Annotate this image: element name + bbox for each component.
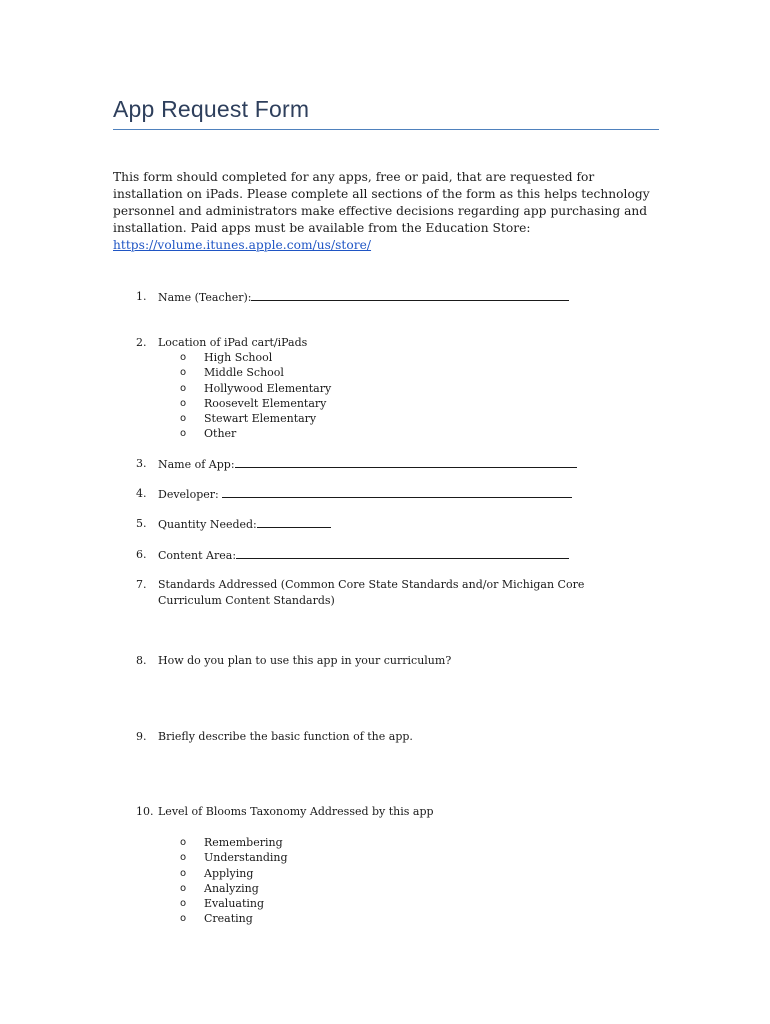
question-label: Content Area: — [158, 549, 237, 562]
question-label: Name of App: — [158, 458, 235, 471]
bullet-icon: o — [180, 382, 187, 394]
bullet-icon: o — [180, 837, 187, 848]
bullet-icon: o — [180, 367, 187, 379]
quantity-blank-field[interactable] — [257, 516, 331, 528]
question-number: 6. — [136, 548, 147, 561]
question-number: 1. — [136, 290, 147, 303]
question-number: 3. — [136, 457, 147, 470]
bullet-icon: o — [180, 852, 187, 864]
question-number: 8. — [136, 654, 147, 667]
content-area-blank-field[interactable] — [236, 547, 569, 559]
question-label: Developer: — [158, 488, 219, 501]
bullet-icon: o — [180, 913, 187, 925]
question-label: Briefly describe the basic function of the app. — [158, 730, 413, 743]
title-underline — [113, 129, 659, 130]
app-name-blank-field[interactable] — [235, 456, 577, 468]
bullet-icon: o — [180, 397, 187, 409]
bullet-icon: o — [180, 352, 187, 363]
page-title: App Request Form — [113, 96, 310, 122]
intro-text: This form should completed for any apps, free or paid, that are requested for installation on iPads. Please complete all sections of the form as this helps technology personnel and administrators make effective decisions regarding app purchasing and installation. Paid apps must be available from the Education Store: — [113, 170, 650, 235]
question-label: Location of iPad cart/iPads — [158, 336, 308, 349]
question-number: 7. — [136, 578, 147, 591]
question-label: Name (Teacher): — [158, 291, 252, 304]
question-number: 4. — [136, 487, 147, 500]
name-blank-field[interactable] — [251, 289, 569, 301]
question-number: 5. — [136, 517, 147, 530]
bullet-icon: o — [180, 882, 187, 894]
question-number: 10. — [136, 805, 154, 818]
bullet-icon: o — [180, 898, 187, 910]
education-store-link[interactable]: https://volume.itunes.apple.com/us/store/ — [113, 238, 372, 252]
bullet-icon: o — [180, 867, 187, 879]
developer-blank-field[interactable] — [222, 486, 572, 498]
intro-paragraph — [113, 169, 658, 254]
question-label: Level of Blooms Taxonomy Addressed by this app — [158, 805, 434, 818]
question-number: 9. — [136, 730, 147, 743]
bullet-icon: o — [180, 428, 187, 440]
question-label: How do you plan to use this app in your curriculum? — [158, 654, 452, 667]
question-label: Quantity Needed: — [158, 518, 257, 531]
bullet-icon: o — [180, 413, 187, 425]
question-number: 2. — [136, 336, 147, 349]
question-label: Standards Addressed (Common Core State Standards and/or Michigan Core Curriculum Content Standards) — [158, 578, 585, 607]
